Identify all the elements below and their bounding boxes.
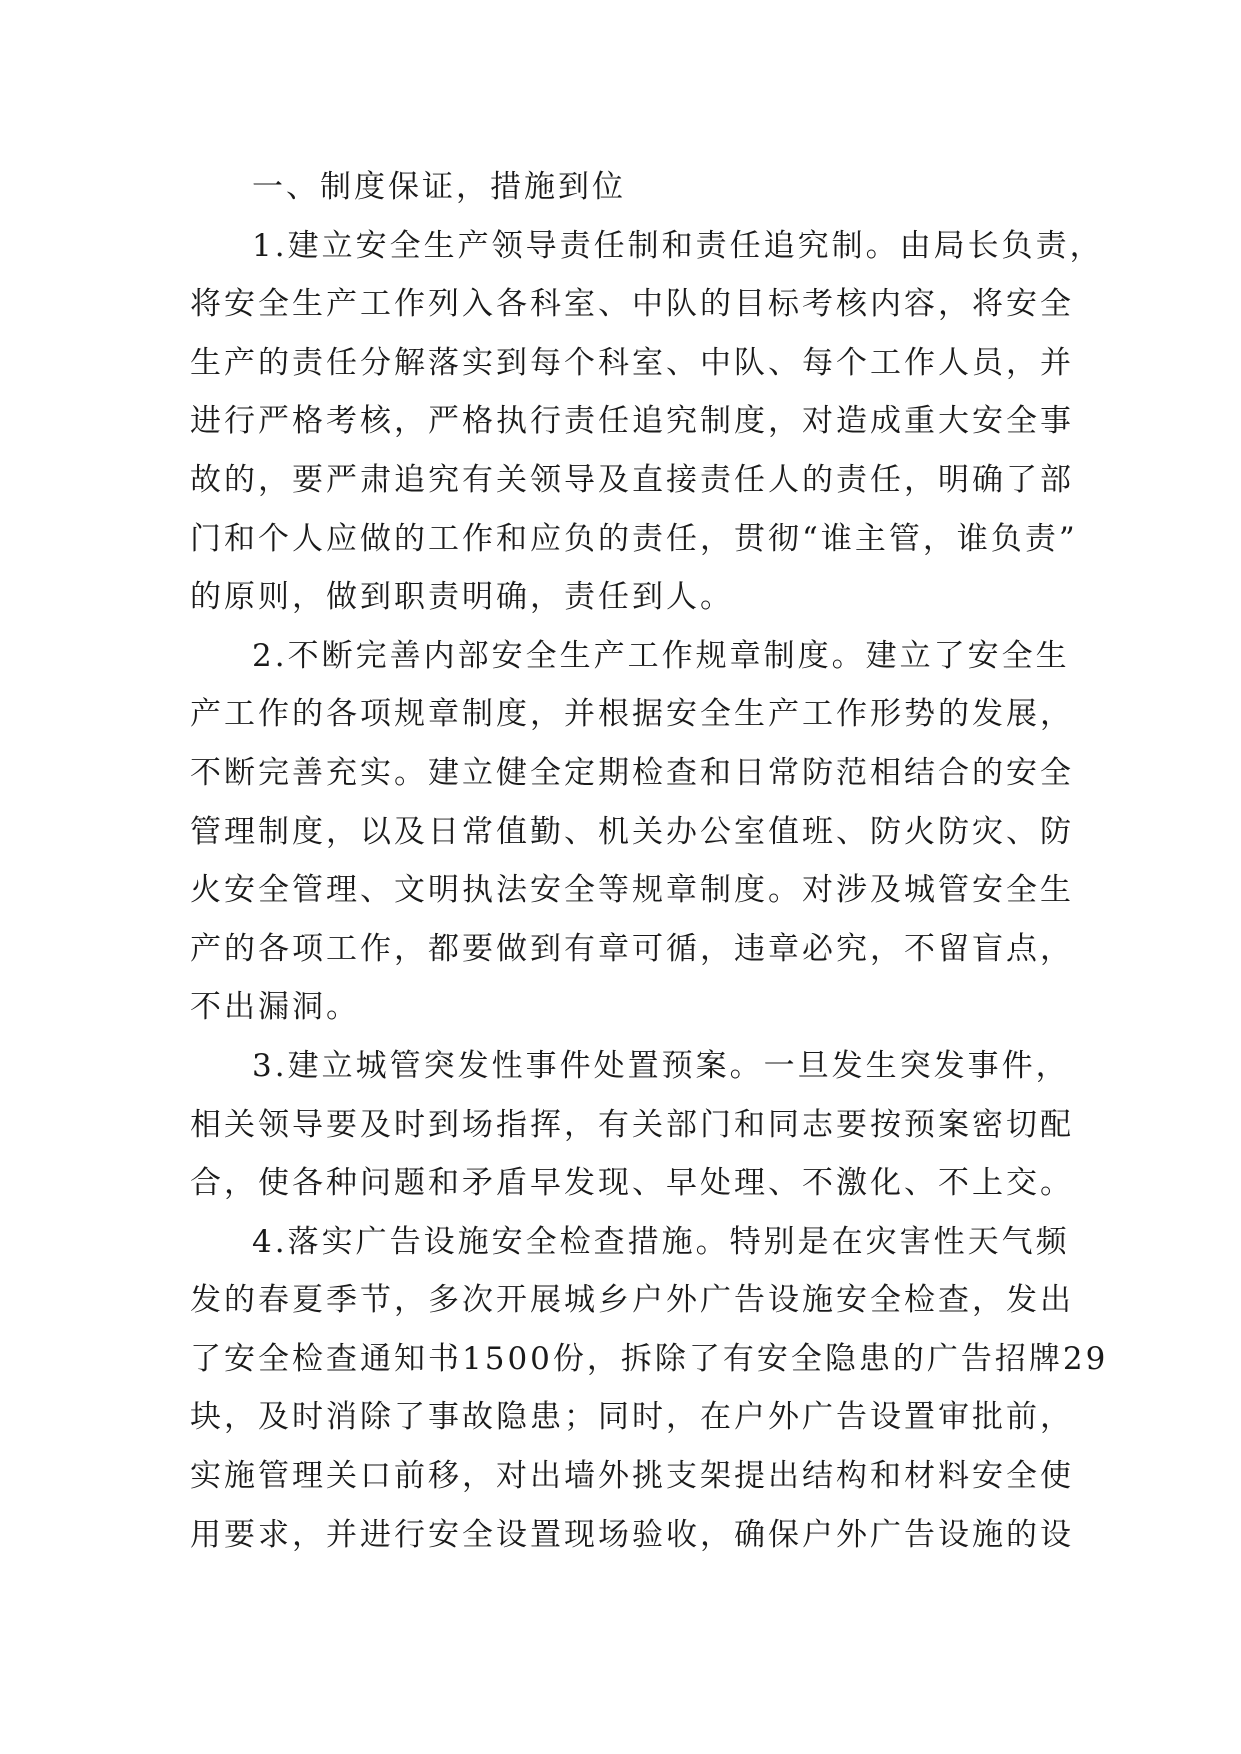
section-heading: 一、制度保证，措施到位 [252,169,626,205]
paragraph-1-line-4: 进行严格考核，严格执行责任追究制度，对造成重大安全事 [190,403,1074,440]
paragraph-1-line-7: 的原则，做到职责明确，责任到人。 [190,579,734,616]
paragraph-4-line-4: 块，及时消除了事故隐患；同时，在户外广告设置审批前， [190,1399,1074,1436]
paragraph-1-line-2: 将安全生产工作列入各科室、中队的目标考核内容，将安全 [190,286,1074,323]
paragraph-2-line-4: 管理制度，以及日常值勤、机关办公室值班、防火防灾、防 [190,813,1074,850]
paragraph-4-line-3: 了安全检查通知书1500份，拆除了有安全隐患的广告招牌29 [190,1340,1109,1377]
paragraph-3-line-2: 相关领导要及时到场指挥，有关部门和同志要按预案密切配 [190,1106,1074,1143]
paragraph-2-line-7: 不出漏洞。 [190,989,360,1026]
paragraph-3-line-1: 3.建立城管突发性事件处置预案。一旦发生突发事件， [252,1047,1070,1084]
paragraph-2-line-5: 火安全管理、文明执法安全等规章制度。对涉及城管安全生 [190,872,1074,909]
paragraph-1-line-5: 故的，要严肃追究有关领导及直接责任人的责任，明确了部 [190,461,1074,498]
paragraph-1-line-1: 1.建立安全生产领导责任制和责任追究制。由局长负责， [252,227,1104,264]
paragraph-4-line-6: 用要求，并进行安全设置现场验收，确保户外广告设施的设 [190,1516,1074,1553]
paragraph-3-line-3: 合，使各种问题和矛盾早发现、早处理、不激化、不上交。 [190,1165,1074,1202]
paragraph-4-line-1: 4.落实广告设施安全检查措施。特别是在灾害性天气频 [252,1223,1070,1260]
paragraph-1-line-6: 门和个人应做的工作和应负的责任，贯彻“谁主管，谁负责” [190,520,1078,557]
paragraph-4-line-5: 实施管理关口前移，对出墙外挑支架提出结构和材料安全使 [190,1458,1074,1495]
paragraph-4-line-2: 发的春夏季节，多次开展城乡户外广告设施安全检查，发出 [190,1282,1074,1319]
paragraph-1-line-3: 生产的责任分解落实到每个科室、中队、每个工作人员，并 [190,344,1074,381]
paragraph-2-line-6: 产的各项工作，都要做到有章可循，违章必究，不留盲点， [190,930,1074,967]
document-body [190,158,1109,1564]
paragraph-2-line-1: 2.不断完善内部安全生产工作规章制度。建立了安全生 [252,637,1070,674]
paragraph-2-line-3: 不断完善充实。建立健全定期检查和日常防范相结合的安全 [190,754,1074,791]
paragraph-2-line-2: 产工作的各项规章制度，并根据安全生产工作形势的发展， [190,696,1074,733]
